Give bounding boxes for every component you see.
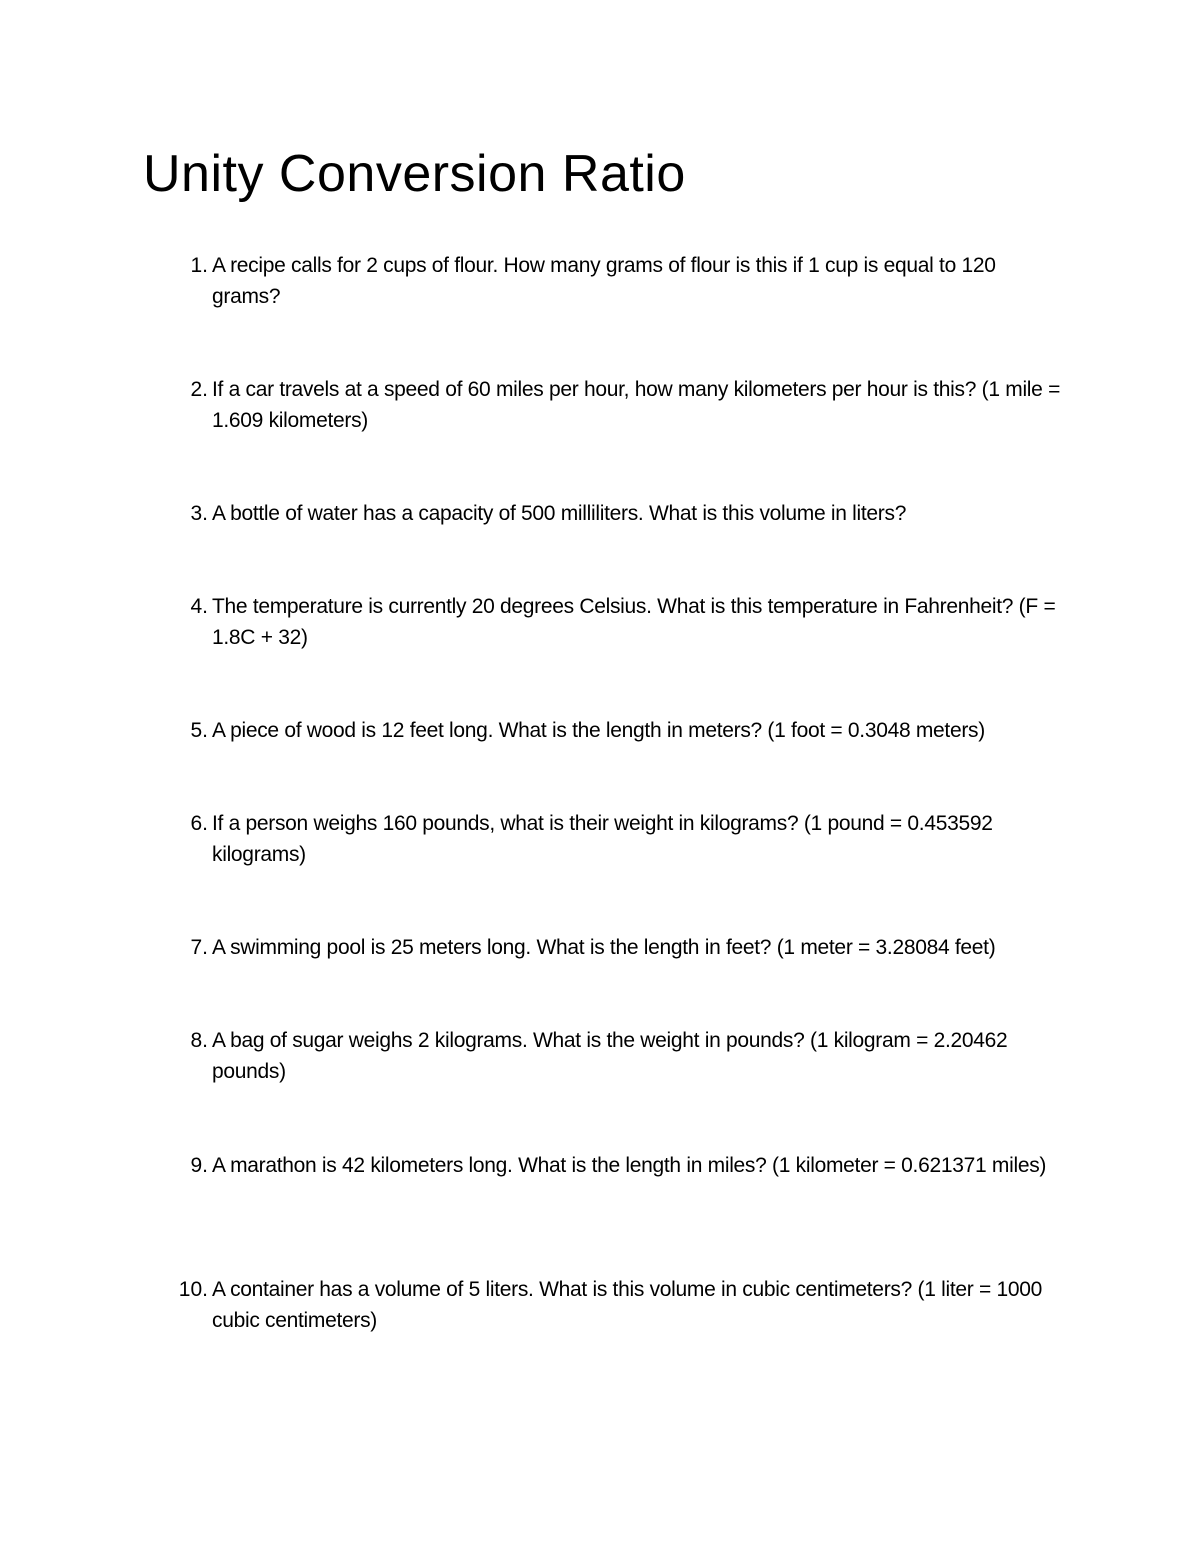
page-title: Unity Conversion Ratio bbox=[143, 145, 686, 203]
question-number: 2. bbox=[190, 378, 208, 401]
question-text: If a car travels at a speed of 60 miles per hour, how many kilometers per hour is this? (1 mile = 1.609 kilometers) bbox=[212, 378, 1061, 432]
question-text: A swimming pool is 25 meters long. What is the length in feet? (1 meter = 3.28084 feet) bbox=[212, 936, 996, 959]
question-number: 7. bbox=[190, 936, 208, 959]
question-number: 8. bbox=[190, 1029, 208, 1052]
question-number: 4. bbox=[190, 595, 208, 618]
question-text: The temperature is currently 20 degrees Celsius. What is this temperature in Fahrenheit? (F = 1.8C + 32) bbox=[212, 595, 1056, 649]
question-number: 9. bbox=[190, 1154, 208, 1177]
question-text: A bag of sugar weighs 2 kilograms. What is the weight in pounds? (1 kilogram = 2.20462 pounds) bbox=[212, 1029, 1008, 1083]
question-text: If a person weighs 160 pounds, what is their weight in kilograms? (1 pound = 0.453592 kilograms) bbox=[212, 812, 993, 866]
question-number: 6. bbox=[190, 812, 208, 835]
question-text: A recipe calls for 2 cups of flour. How many grams of flour is this if 1 cup is equal to 120 grams? bbox=[212, 254, 996, 308]
question-text: A piece of wood is 12 feet long. What is the length in meters? (1 foot = 0.3048 meters) bbox=[212, 719, 985, 742]
question-number: 3. bbox=[190, 502, 208, 525]
question-text: A bottle of water has a capacity of 500 milliliters. What is this volume in liters? bbox=[212, 502, 907, 525]
question-number: 1. bbox=[190, 254, 208, 277]
question-number: 10. bbox=[178, 1278, 208, 1301]
question-text: A container has a volume of 5 liters. What is this volume in cubic centimeters? (1 liter = 1000 cubic centimeters) bbox=[212, 1278, 1042, 1332]
question-number: 5. bbox=[190, 719, 208, 742]
question-text: A marathon is 42 kilometers long. What is the length in miles? (1 kilometer = 0.621371 miles) bbox=[212, 1154, 1047, 1177]
